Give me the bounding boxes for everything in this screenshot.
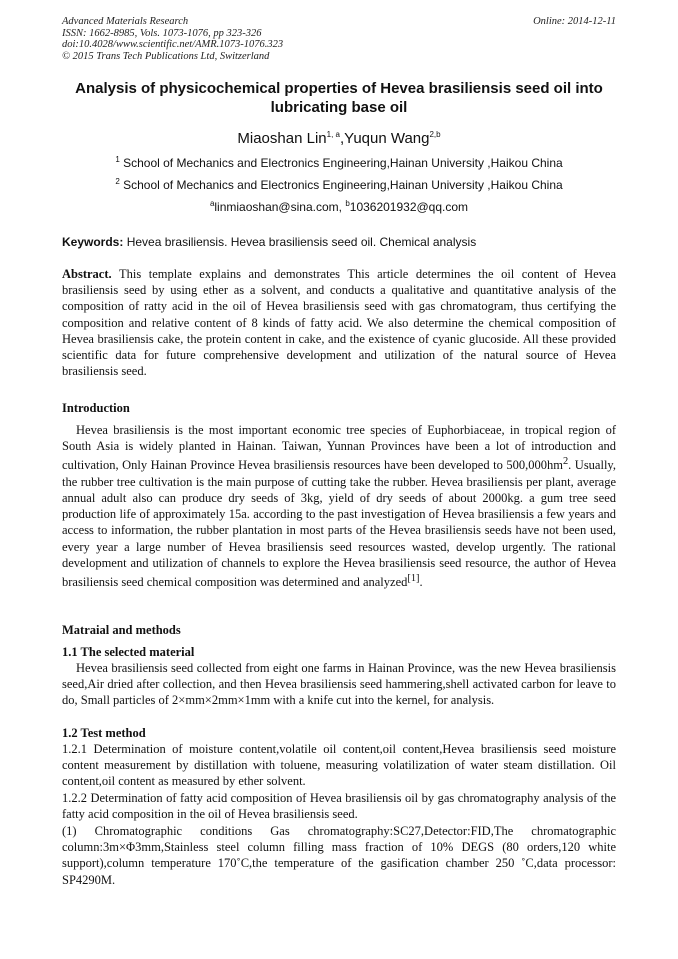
- section-heading-methods: Matraial and methods: [62, 623, 181, 637]
- author-list: Miaoshan Lin$^{1, a}$,Yuqun Wang$^{2,b}$: [237, 130, 441, 147]
- journal-header: [62, 16, 616, 62]
- intro-text: .: [419, 575, 423, 590]
- issn-line: ISSN: 1662-8985, Vols. 1073-1076, pp 323-326: [62, 27, 262, 39]
- method-paragraph: (1) Chromatographic conditions Gas chromatography:SC27,Detector:FID,The chromatographic column:3m×Φ3mm,Stainless steel column filling mass fraction of 10% DEGS (80 orders,120 white support),column temperature 170˚C,the temperature of the gasification chamber 250 ˚C,data processor: SP4290M.: [62, 824, 616, 887]
- superscript: 2: [562, 456, 569, 468]
- email-mark: a: [209, 199, 215, 208]
- copyright-line: © 2015 Trans Tech Publications Ltd, Switzerland: [62, 50, 270, 62]
- paper-title: Analysis of physicochemical properties of Hevea brasiliensis seed oil into lubricating base oil: [75, 80, 603, 116]
- online-date: Online: 2014-12-11: [533, 16, 616, 27]
- introduction-paragraph: [62, 422, 616, 590]
- abstract-label: Abstract.: [62, 267, 112, 281]
- affiliation-number: 1: [115, 155, 120, 164]
- keywords-label: Keywords:: [62, 235, 124, 249]
- material-paragraph: Hevea brasiliensis seed collected from eight one farms in Hainan Province, was the new Hevea brasiliensis seed,Air dried after collection, and then Hevea brasiliensis seed hammering,shell activated carbon for leave to do, Small particles of 2×mm×2mm×1mm with a knife cut into the kernel, for analysis.: [62, 661, 616, 708]
- intro-text: . Usually, the rubber tree cultivation is the main purpose of cutting take the rubber. Hevea brasiliensis per plant, average annual adult also can produce dry seeds of 3kg, yield of dry seeds of about 2000kg. a gum tree seed production life of approximately 15a. according to the past investigation of Hevea brasiliensis a few years and access to information, the rubber plantation in most parts of the Hevea brasiliensis seeds have not been used, every year a large number of Hevea brasiliensis seed resources wasted, develop urgently. The rational development and utilization of channels to explore the Hevea brasiliensis seed resource, the author of Hevea brasiliensis seed chemical composition was determined and analyzed: [62, 458, 616, 590]
- abstract: [62, 266, 616, 379]
- method-paragraph: 1.2.1 Determination of moisture content,volatile oil content,oil content,Hevea brasiliensis seed moisture content measurement by distillation with toluene, measuring volatilization of water steam distillation. Oil content,oil content as measured by ether solvent.: [62, 742, 616, 789]
- citation-ref[interactable]: [1]: [407, 572, 420, 584]
- email-mark: b: [345, 199, 350, 208]
- author-name: Miaoshan Lin: [237, 130, 327, 147]
- journal-name: Advanced Materials Research: [62, 16, 189, 27]
- subsection-heading: 1.2 Test method: [62, 726, 146, 740]
- doi-line: doi:10.4028/www.scientific.net/AMR.1073-1076.323: [62, 39, 284, 50]
- email-link[interactable]: 1036201932@qq.com: [349, 200, 469, 214]
- subsection-heading: 1.1 The selected material: [62, 645, 195, 659]
- author-affiliation-mark: 1, a: [326, 130, 340, 139]
- section-heading-introduction: Introduction: [62, 401, 130, 415]
- affiliation: [62, 178, 616, 193]
- intro-text: Hevea brasiliensis is the most important economic tree species of Euphorbiaceae, in tropical region of South Asia is widely planted in Hainan. Taiwan, Yunnan Provinces have been a lot of introduction and cultivation, Only Hainan Province Hevea brasiliensis resources have been developed to 500,000hm: [62, 423, 616, 473]
- method-paragraph: 1.2.2 Determination of fatty acid composition of Hevea brasiliensis oil by gas chromatography analysis of the fatty acid composition in the oil of Hevea brasiliensis seed.: [62, 791, 616, 822]
- email-link[interactable]: linmiaoshan@sina.com,: [214, 200, 342, 214]
- author-emails: [62, 200, 616, 215]
- keywords: [62, 235, 616, 250]
- affiliation-number: 2: [115, 177, 120, 186]
- affiliation: [62, 156, 616, 171]
- author-name: Yuqun Wang: [344, 130, 430, 147]
- affiliation-text: School of Mechanics and Electronics Engineering,Hainan University ,Haikou China: [123, 156, 563, 170]
- affiliation-text: School of Mechanics and Electronics Engineering,Hainan University ,Haikou China: [123, 178, 563, 192]
- keywords-text: Hevea brasiliensis. Hevea brasiliensis seed oil. Chemical analysis: [126, 235, 477, 249]
- author-affiliation-mark: 2,b: [429, 130, 441, 139]
- abstract-text: This template explains and demonstrates This article determines the oil content of Hevea brasiliensis seed by using ether as a solvent, and conducts a qualitative and quantitative analysis of the composition of ratty acid in the oil of Hevea brasiliensis seed with gas chromatogram, thus certifying the composition and relative content of 8 kinds of fatty acid. We also determine the chemical composition of Hevea brasiliensis cake, the protein content in cake, and the existence of cyanic glucoside. All these provided scientific data for future comprehensive development and utilization of the natural source of Hevea brasiliensis seed.: [62, 267, 617, 379]
